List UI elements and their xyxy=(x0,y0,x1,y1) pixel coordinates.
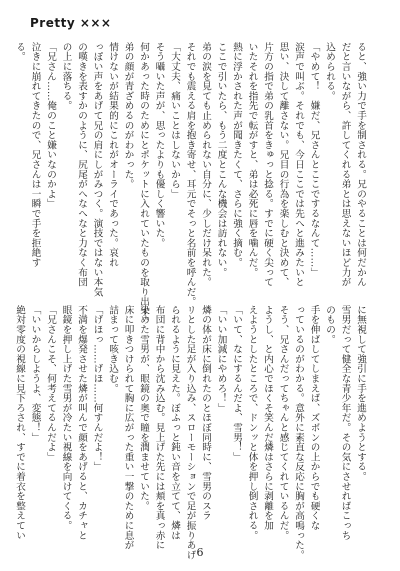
top-block-line: 「大丈夫、痛いことはしないから」 xyxy=(169,42,180,199)
top-block-line: 込められる。 xyxy=(324,42,335,101)
top-block-line: 泣きに崩れてきたので、兄さんは一瞬で手を拒絶す xyxy=(29,42,41,268)
top-block-line: 「やめて！ 嫌だ、兄さんとここでするなんて……」 xyxy=(308,42,320,278)
top-block-line: 熱に浮かされた声が聞きたくて、さらに強く摘む。 xyxy=(231,42,242,268)
bottom-block-line: 染めた雪男が、眼鏡の奥で瞳を潤ませていた。 xyxy=(138,305,149,511)
top-block-line: 情けないが結果的にこれがオーライであった。哀れ xyxy=(107,42,118,268)
bottom-block-line: そう、兄さんだってちゃんと感じてくれているんだ。 xyxy=(277,305,289,541)
bottom-block-line: 「げほっ……げほ……何すんだよ！」 xyxy=(91,305,103,472)
bottom-block-line: 詰まって咳き込む。 xyxy=(107,305,118,394)
bottom-block-line: えようとしたところで、ドンッと体を押し倒される。 xyxy=(246,305,258,541)
bottom-block-line: に無視して強引に手を進めようとする。 xyxy=(355,305,366,482)
running-header-title: Pretty ××× xyxy=(30,16,112,30)
bottom-block-line: 眼鏡を押し上げた雪男が冷たい視線を向けてくる。 xyxy=(60,305,72,531)
bottom-block-line: リとした足が入り込み、スローモーションで足が振りあげ xyxy=(184,305,196,560)
bottom-block-line: 「いて、なにするんだよ、雪男！」 xyxy=(231,305,242,462)
top-block-line: それでも震える肩を抱き寄せ、耳元でそっと名前を呼んだ。 xyxy=(184,42,196,307)
page-number: 6 xyxy=(196,546,204,559)
top-block-line: 弟の顔が青ざめるのがわかった。 xyxy=(122,42,134,189)
bottom-block-line: 不満を爆発させた燐が叫んで顔をあげると、カチャと xyxy=(76,305,87,541)
bottom-block-line: のもの。 xyxy=(324,305,335,345)
top-block-line: る。 xyxy=(14,42,25,62)
bottom-block-line: ようし、と内心でほくそ笑んだ燐はさらに剥離を加 xyxy=(262,305,273,531)
bottom-block-line: 雪男だって健全な青少年だ。その気にさせればこっち xyxy=(339,305,351,541)
bottom-block-line: 「兄さんこそ、何考えてるんだよ」 xyxy=(45,305,56,462)
top-block-line: だと言いながら、許してくれる弟とは思えないほど力が xyxy=(339,42,351,287)
top-block-line: 「兄さん……俺のこと嫌いなのかよ」 xyxy=(45,42,56,209)
bottom-block-line: られるように見えた。ぼふっと鈍い音を立てて、燐は xyxy=(169,305,180,541)
bottom-block-line: 手を伸ばしてしまえば、ズボンの上からでも硬くな xyxy=(308,305,320,531)
bottom-block-line: 床に叩きつけられて胸に広がった重い一撃のために息が xyxy=(122,305,134,550)
top-block-line: の嘆きを表すかのように、尻尾がへなへなと力なく布団 xyxy=(76,42,87,287)
top-block-line: 思い、決して離さない。兄目の行為を楽しむと決めて、 xyxy=(277,42,289,287)
bottom-block-line: 「いいからしようよ、変態！」 xyxy=(29,305,41,443)
top-block-line: っぽい声をあげて兄の肩にしがみつく。演技ではない本気 xyxy=(91,42,103,297)
bottom-block-line: 「いい加減にやめろ！」 xyxy=(215,305,227,413)
bottom-block-line: っているのがわかる。意外に素直な反応に胸が高鳴った。 xyxy=(293,305,304,560)
top-block-line: 何かあった時のためにとポケットに入れていたものを取り出す。 xyxy=(138,42,149,327)
top-block-line: そう囁いた声が、思ったよりも優しく響いた。 xyxy=(153,42,165,248)
bottom-block-line: 布団に背中から沈み込む。見上げた先には頬を真っ赤に xyxy=(153,305,165,550)
top-block-line: いたそれを指先で転がすと、弟は必死に唇を噛んだ。 xyxy=(246,42,258,278)
top-block-line: 片方の指で弟の乳首をきゅっと捻る。すでに硬く尖って xyxy=(262,42,273,287)
bottom-block-line: 燐の体が床に倒れたのとほぼ同時に、雪男のスラ xyxy=(200,305,211,521)
top-block-line: ここで引いたら、もう二度とこんな機会は訪れない。 xyxy=(215,42,227,278)
top-block-line: 弟の涙を見ても止められない自分に、少しだけ呆れた。 xyxy=(200,42,211,287)
top-block-line: 涙声で叫ぶ。それでも、今日ここでは先へと進みたいと xyxy=(293,42,304,287)
top-block-line: の上に落ちる。 xyxy=(60,42,72,111)
top-block-line: ると、強い力で手を制される。兄のやることは何だかん xyxy=(355,42,366,287)
bottom-block-line: 絶対零度の視線に見下ろされ、すでに着衣を整えてい xyxy=(14,305,25,541)
text-block-bottom xyxy=(14,305,368,560)
